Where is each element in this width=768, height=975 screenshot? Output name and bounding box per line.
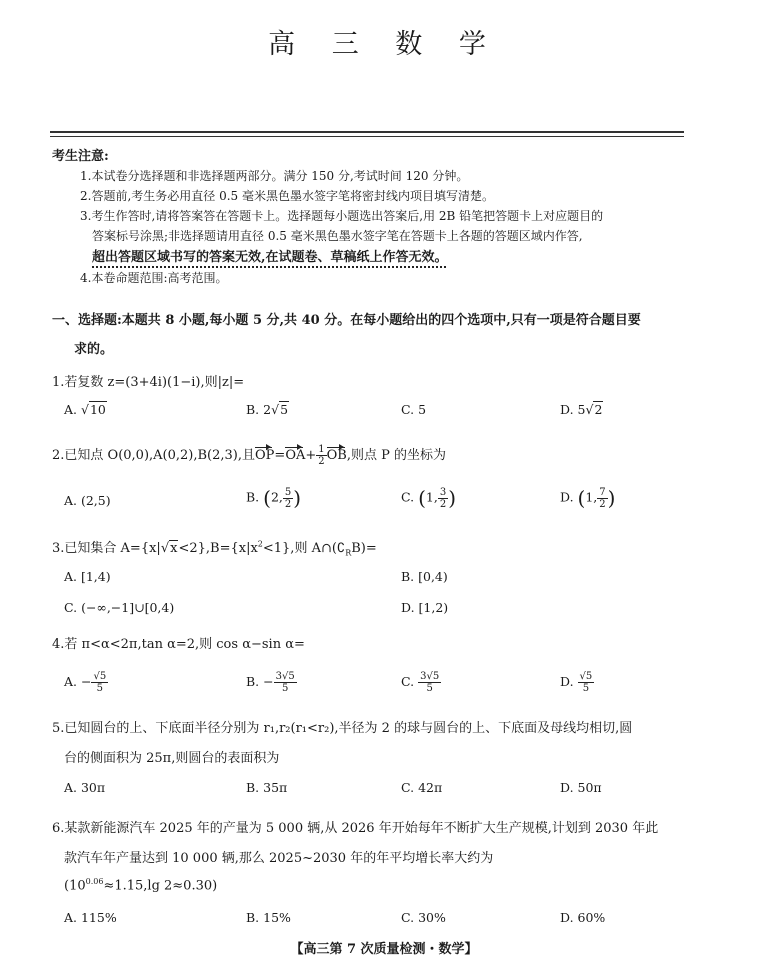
q5-option-d: D. 50π: [560, 780, 602, 795]
q3-option-b: B. [0,4): [401, 569, 448, 584]
q1-option-a: A. √10: [64, 402, 106, 417]
question-4-stem: 4.若 π<α<2π,tan α=2,则 cos α−sin α=: [52, 637, 305, 652]
q6-option-d: D. 60%: [560, 910, 606, 925]
q4-option-d: D. $\frac{√5}{5}$: [560, 671, 593, 694]
q4-option-b: B. − $\frac{3√5}{5}$: [246, 671, 295, 694]
q2-option-b: B. (2, $\frac{5}{2}$ ): [246, 486, 302, 510]
notice-item-2: 2.答题前,考生务必用直径 0.5 毫米黑色墨水签字笔将密封线内项目填写清楚。: [80, 189, 494, 203]
q2-option-c: C. (1, $\frac{3}{2}$ ): [401, 486, 457, 510]
header-rule-thick: [50, 131, 684, 133]
q5-option-b: B. 35π: [246, 780, 288, 795]
question-3-stem: 3.已知集合 $A=\{x|√x<2\},B=\{x|x^2<1\}$,则 $A\cap(∁_RB)=$: [52, 539, 377, 558]
section-heading-cont: 求的。: [74, 342, 114, 357]
q1-option-d: D. 5√2: [560, 402, 603, 417]
q6-option-c: C. 30%: [401, 910, 446, 925]
q4-option-a: A. − $\frac{√5}{5}$: [64, 671, 107, 694]
q4-option-c: C. $\frac{3√5}{5}$: [401, 671, 440, 694]
q3-option-a: A. [1,4): [64, 569, 111, 584]
question-5-stem-cont: 台的侧面积为 25π,则圆台的表面积为: [64, 751, 280, 766]
section-heading: 一、选择题:本题共 8 小题,每小题 5 分,共 40 分。在每小题给出的四个选项中,只有一项是符合题目要: [52, 313, 641, 328]
q5-option-a: A. 30π: [64, 780, 106, 795]
question-6-stem: 6.某款新能源汽车 2025 年的产量为 5 000 辆,从 2026 年开始每年不断扩大生产规模,计划到 2030 年此: [52, 821, 659, 836]
notice-item-4: 4.本卷命题范围:高考范围。: [80, 271, 228, 285]
question-1-stem: 1.若复数 z=(3+4i)(1−i),则|z|=: [52, 375, 245, 390]
notice-item-1: 1.本试卷分选择题和非选择题两部分。满分 150 分,考试时间 120 分钟。: [80, 169, 469, 183]
header-rule-thin: [50, 136, 684, 137]
notice-item-3-cont: 答案标号涂黑;非选择题请用直径 0.5 毫米黑色墨水签字笔在答题卡上各题的答题区域内作答,: [92, 229, 583, 243]
question-2-stem: 2.已知点 O(0,0),A(0,2),B(2,3),且OP=OA+ $\frac{1}{2}$ OB,则点 P 的坐标为: [52, 444, 447, 467]
question-6-hint: ($10^{0.06}\approx 1.15,\lg$ 2≈0.30): [64, 877, 218, 894]
q3-option-c: C. (−∞,−1]∪[0,4): [64, 600, 175, 615]
q1-option-c: C. 5: [401, 402, 427, 417]
notice-item-3-emphasis: 超出答题区域书写的答案无效,在试题卷、草稿纸上作答无效。: [92, 250, 448, 265]
q2-option-a: A. (2,5): [64, 493, 111, 508]
notice-item-3: 3.考生作答时,请将答案答在答题卡上。选择题每小题选出答案后,用 2B 铅笔把答题卡上对应题目的: [80, 209, 604, 223]
q2-option-d: D. (1, $\frac{7}{2}$ ): [560, 486, 616, 510]
q6-option-b: B. 15%: [246, 910, 291, 925]
notice-heading: 考生注意:: [52, 149, 109, 164]
question-6-stem-cont: 款汽车年产量达到 10 000 辆,那么 2025~2030 年的年平均增长率大约为: [64, 851, 494, 866]
q1-option-b: B. 2√5: [246, 402, 289, 417]
page-footer: 【高三第 7 次质量检测・数学】: [290, 942, 478, 957]
page-title: 高 三 数 学: [268, 29, 500, 60]
question-5-stem: 5.已知圆台的上、下底面半径分别为 r₁,r₂(r₁<r₂),半径为 2 的球与圆台的上、下底面及母线均相切,圆: [52, 721, 633, 736]
q3-option-d: D. [1,2): [401, 600, 449, 615]
q6-option-a: A. 115%: [64, 910, 117, 925]
q5-option-c: C. 42π: [401, 780, 443, 795]
